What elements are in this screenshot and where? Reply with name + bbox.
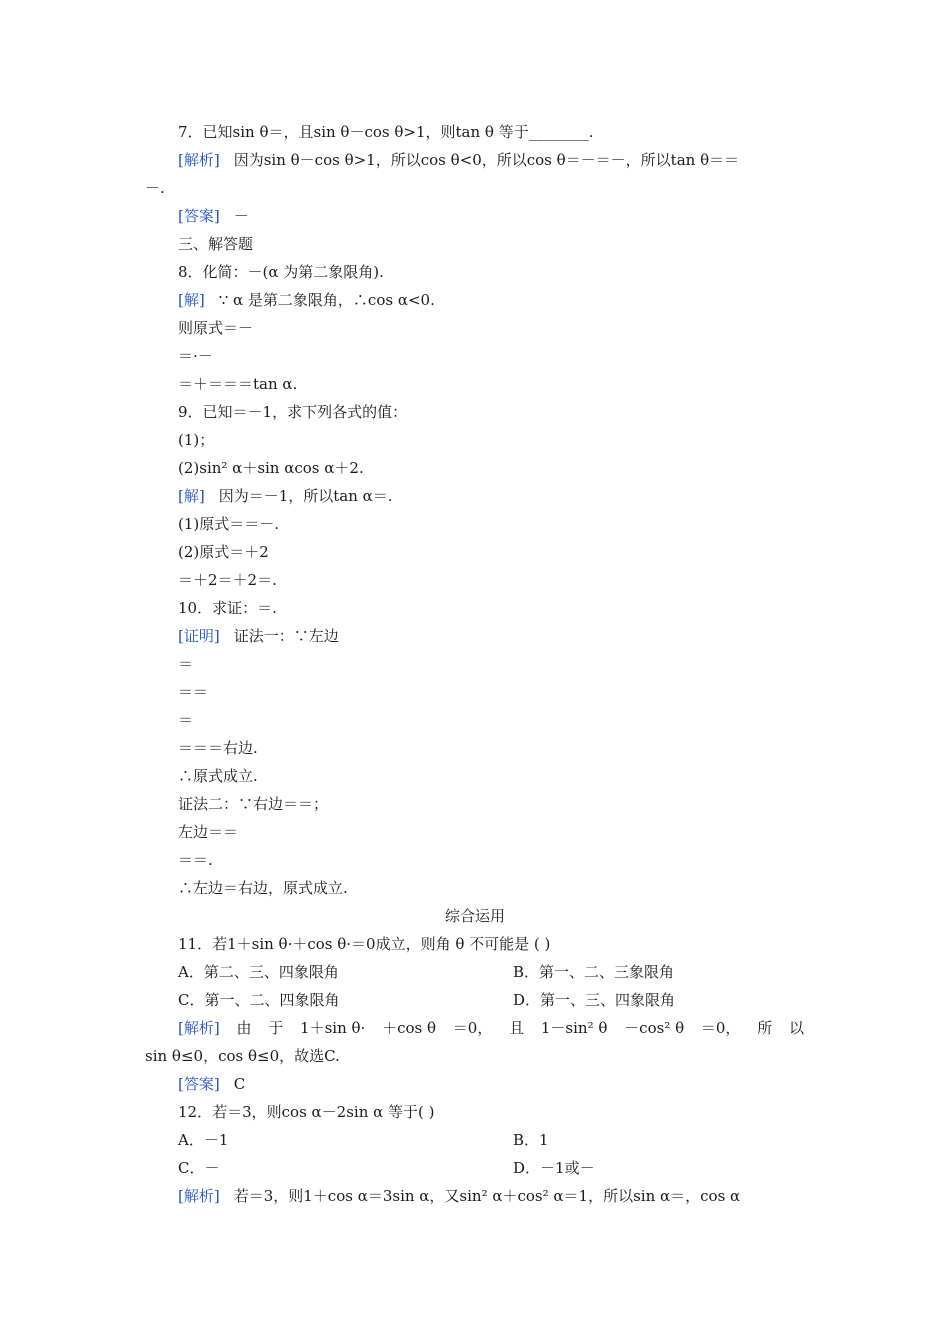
section-title: 综合运用 [444,907,505,925]
question-9-part1: (1)； [178,431,215,449]
proof-step: 证法二：∵右边＝＝； [178,795,329,813]
solution-8-step: 则原式＝－ [178,319,254,337]
question-12: 12．若＝3，则cos α－2sin α 等于( ) [178,1103,435,1121]
question-7: 7．已知sin θ＝，且sin θ－cos θ>1，则tan θ 等于________. [178,123,594,141]
analysis-tag: [解析] [178,1019,220,1037]
proof-step: ＝＝＝右边. [178,739,258,757]
options-row [178,986,804,1014]
option-b: B．第一、二、三象限角 [513,963,675,981]
analysis-7: [解析] 因为sin θ－cos θ>1，所以cos θ<0，所以cos θ＝－＝－，所以tan θ＝＝ [178,151,740,169]
question-9-part2: (2)sin² α＋sin αcos α＋2. [178,459,364,477]
question-9: 9．已知＝－1，求下列各式的值： [178,403,408,421]
proof-step: ＝ [178,655,194,673]
section-heading: 三、解答题 [178,235,254,253]
solution-9: [解] 因为＝－1，所以tan α＝. [178,487,393,505]
options-row [178,958,804,986]
option-c: C．－ [178,1159,220,1177]
question-8: 8．化简：－(α 为第二象限角). [178,263,384,281]
solution-9-step: ＝＋2＝＋2＝. [178,571,277,589]
option-a: A．第二、三、四象限角 [178,963,339,981]
option-d: D．第一、三、四象限角 [513,991,676,1009]
answer-7: [答案] － [178,207,249,225]
analysis-tag: [解析] [178,151,220,169]
analysis-11: [解析] 由 于 1＋sin θ· ＋cos θ ＝0， 且 1－sin² θ －cos² θ ＝0， 所 以 [178,1014,804,1042]
option-b: B．1 [513,1131,549,1149]
answer-11: [答案] C [178,1075,246,1093]
analysis-12: [解析] 若＝3，则1＋cos α＝3sin α，又sin² α＋cos² α＝1，所以sin α＝，cos α [178,1187,741,1205]
question-11: 11．若1＋sin θ·＋cos θ·＝0成立，则角 θ 不可能是 ( ) [178,935,551,953]
answer-tag: [答案] [178,1075,220,1093]
option-a: A．－1 [178,1131,229,1149]
solution-tag: [解] [178,291,205,309]
analysis-tag: [解析] [178,1187,220,1205]
proof-step: ∴左边＝右边，原式成立. [178,879,348,897]
analysis-7-cont: －. [145,179,165,197]
option-d: D．－1或－ [513,1159,595,1177]
solution-tag: [解] [178,487,205,505]
proof-step: ＝＝. [178,851,213,869]
proof-step: 左边＝＝ [178,823,239,841]
solution-8-step: ＝·－ [178,347,213,365]
solution-8: [解] ∵ α 是第二象限角，∴cos α<0. [178,291,435,309]
solution-9-step: (2)原式＝＋2 [178,543,269,561]
proof-10: [证明] 证法一：∵左边 [178,627,339,645]
proof-step: ＝ [178,711,194,729]
proof-step: ∴原式成立. [178,767,258,785]
question-10: 10．求证：＝. [178,599,277,617]
proof-step: ＝＝ [178,683,209,701]
options-row [178,1154,804,1182]
option-c: C．第一、二、四象限角 [178,991,340,1009]
solution-8-step: ＝＋＝＝＝tan α. [178,375,298,393]
options-row [178,1126,804,1154]
analysis-11-cont: sin θ≤0，cos θ≤0，故选C. [145,1047,340,1065]
answer-tag: [答案] [178,207,220,225]
proof-tag: [证明] [178,627,220,645]
solution-9-step: (1)原式＝＝－. [178,515,280,533]
